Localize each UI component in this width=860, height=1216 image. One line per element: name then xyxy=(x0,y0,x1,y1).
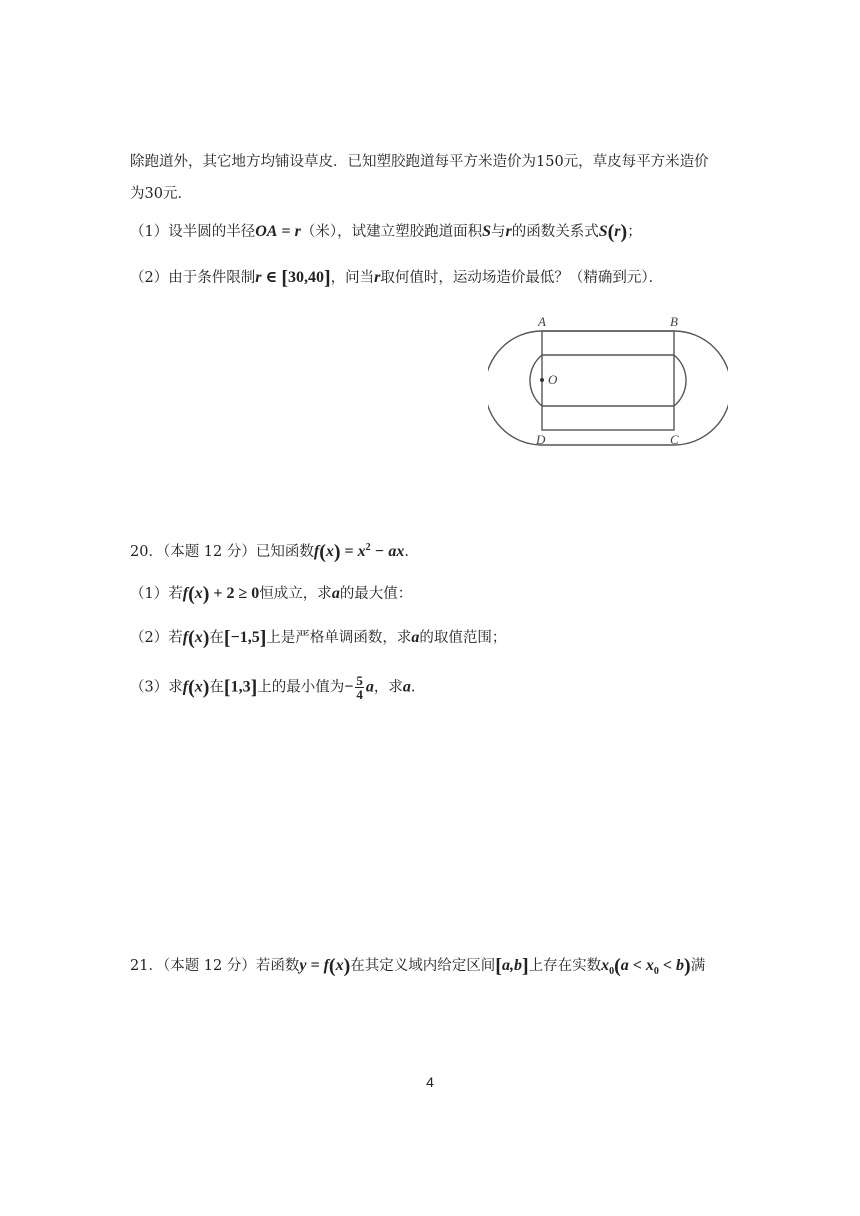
p19-q1-prefix: （1）设半圆的半径 xyxy=(130,224,256,240)
p19-q2-interval: 30,40 xyxy=(287,269,324,286)
p20-q1-prefix: （1）若 xyxy=(130,586,183,602)
p20-question1: （1）若f(x) + 2 ≥ 0恒成立，求a的最大值： xyxy=(130,583,413,605)
p20-q3-denominator: 4 xyxy=(356,687,363,702)
p20-q2-a: a xyxy=(411,629,420,646)
p20-header: 20．（本题 12 分）已知函数$f(x) = x^2$ − ax． xyxy=(130,540,419,563)
p19-q1-mid1: （米），试建立塑胶跑道面积 xyxy=(300,224,483,240)
label-a: A xyxy=(538,314,546,329)
p20-q3-a: a xyxy=(365,678,374,696)
p19-q2-end: 取何值时，运动场造价最低？（精确到元）． xyxy=(380,270,664,286)
p20-q1-x: x xyxy=(194,585,203,602)
p20-header-text: 已知函数 xyxy=(255,543,314,560)
p19-q1-end: ； xyxy=(627,224,642,240)
p19-q1-fn: S xyxy=(598,223,608,240)
p20-q1-f: f xyxy=(182,585,189,602)
p19-q1-var: OA xyxy=(255,223,278,240)
rectangle-abcd xyxy=(542,331,674,430)
label-b: B xyxy=(670,314,678,329)
p20-q2-x: x xyxy=(194,629,203,646)
p20-q3-mid: 上的最小值为 xyxy=(257,679,345,696)
p19-q2-mid: ，问当 xyxy=(330,270,375,286)
p20-q1-mid: 恒成立，求 xyxy=(259,586,332,602)
p21-score: （本题 12 分） xyxy=(162,958,256,974)
p20-x: x xyxy=(325,542,334,560)
p20-q3-fraction xyxy=(355,674,364,701)
p19-intro-line2: 为30元． xyxy=(130,186,192,202)
p21-cond-b: < b xyxy=(658,957,685,974)
p20-q2-interval: −1,5 xyxy=(230,629,260,646)
p20-q2-in: 在 xyxy=(209,630,224,646)
p20-q3-minus: − xyxy=(344,678,354,696)
p20-q1-a: a xyxy=(331,585,340,602)
p21-x0: x xyxy=(601,957,610,974)
p21-number: 21． xyxy=(130,958,163,974)
p20-q3-mid2: ，求 xyxy=(373,679,403,696)
p20-q3-x: x xyxy=(194,678,203,696)
p20-q2-f: f xyxy=(182,629,189,646)
p20-question3: （3）求f(x)在[1,3]上的最小值为− $\frac{5}{4}$ a，求a． xyxy=(130,673,426,702)
p19-q1-eq: = xyxy=(277,223,295,240)
p20-q3-a2: a xyxy=(402,678,411,696)
p21-x: x xyxy=(335,957,344,974)
label-c: C xyxy=(670,432,679,447)
track-diagram xyxy=(488,312,728,452)
p21-text1: 若函数 xyxy=(255,958,300,974)
p21-header: 21．（本题 12 分）若函数y = f(x)在其定义域内给定区间[a,b]上存在实数$x_0(a < x_0 < b)$满 xyxy=(130,955,706,977)
p20-q3-f: f xyxy=(182,678,189,696)
p20-def-rest: − ax xyxy=(370,542,405,560)
p20-question2: （2）若f(x)在[−1,5]上是严格单调函数，求a的取值范围； xyxy=(130,627,507,649)
p19-q2-prefix: （2）由于条件限制 xyxy=(130,270,256,286)
p20-q2-end2: 的取值范围； xyxy=(419,630,507,646)
p21-cond-a: a < x xyxy=(620,957,654,974)
outer-track-outline xyxy=(488,331,728,445)
p19-question1: （1）设半圆的半径OA = r（米），试建立塑胶跑道面积S与r的函数关系式S(r)； xyxy=(130,221,642,243)
p20-q1-end: 的最大值： xyxy=(339,586,413,602)
label-d: D xyxy=(536,432,546,447)
p20-q1-cond: + 2 ≥ 0 xyxy=(209,585,260,602)
p19-q1-mid2: 与 xyxy=(490,224,506,240)
p19-q1-r2: r xyxy=(505,223,512,240)
p19-intro-line1: 除跑道外，其它地方均铺设草皮．已知塑胶跑道每平方米造价为150元，草皮每平方米造价 xyxy=(130,154,709,170)
p21-text2: 在其定义域内给定区间 xyxy=(350,958,496,974)
p20-score: （本题 12 分） xyxy=(162,543,256,560)
p19-q2-in: ∈ xyxy=(261,269,282,286)
p20-q3-in: 在 xyxy=(209,679,224,696)
p21-text4: 满 xyxy=(690,958,706,974)
p20-q2-end: 上是严格单调函数，求 xyxy=(266,630,412,646)
p20-q3-interval: 1,3 xyxy=(230,678,251,696)
p21-x0-sub: 0 xyxy=(609,965,615,977)
label-o: O xyxy=(548,372,558,387)
p20-def-sup: 2 xyxy=(365,542,371,553)
p20-q2-prefix: （2）若 xyxy=(130,630,183,646)
p20-def-x: x xyxy=(357,542,366,560)
p19-q1-mid3: 的函数关系式 xyxy=(511,224,599,240)
p20-number: 20． xyxy=(130,543,163,560)
p20-q3-prefix: （3）求 xyxy=(130,679,183,696)
p21-cond-sub: 0 xyxy=(653,965,659,977)
p19-q1-r: r xyxy=(294,223,301,240)
p20-def-eq: = xyxy=(340,542,358,560)
page-number: 4 xyxy=(426,1074,434,1090)
p19-q1-S: S xyxy=(482,223,491,240)
p19-q2-r: r xyxy=(255,269,262,286)
p21-text3: 上存在实数 xyxy=(528,958,602,974)
center-point-o xyxy=(540,378,544,382)
p19-question2: （2）由于条件限制r ∈ [30,40]，问当r取何值时，运动场造价最低？（精确到元）． xyxy=(130,267,664,289)
p21-interval: a,b xyxy=(501,957,522,974)
p20-f: f xyxy=(313,542,320,560)
p19-q2-r2: r xyxy=(374,269,381,286)
p20-def-end: ． xyxy=(404,543,419,560)
p19-q1-arg: r xyxy=(614,223,621,240)
p20-q3-end: ． xyxy=(410,679,426,696)
p20-q3-numerator: 5 xyxy=(356,673,363,688)
p21-y-eq: y = f xyxy=(299,957,329,974)
